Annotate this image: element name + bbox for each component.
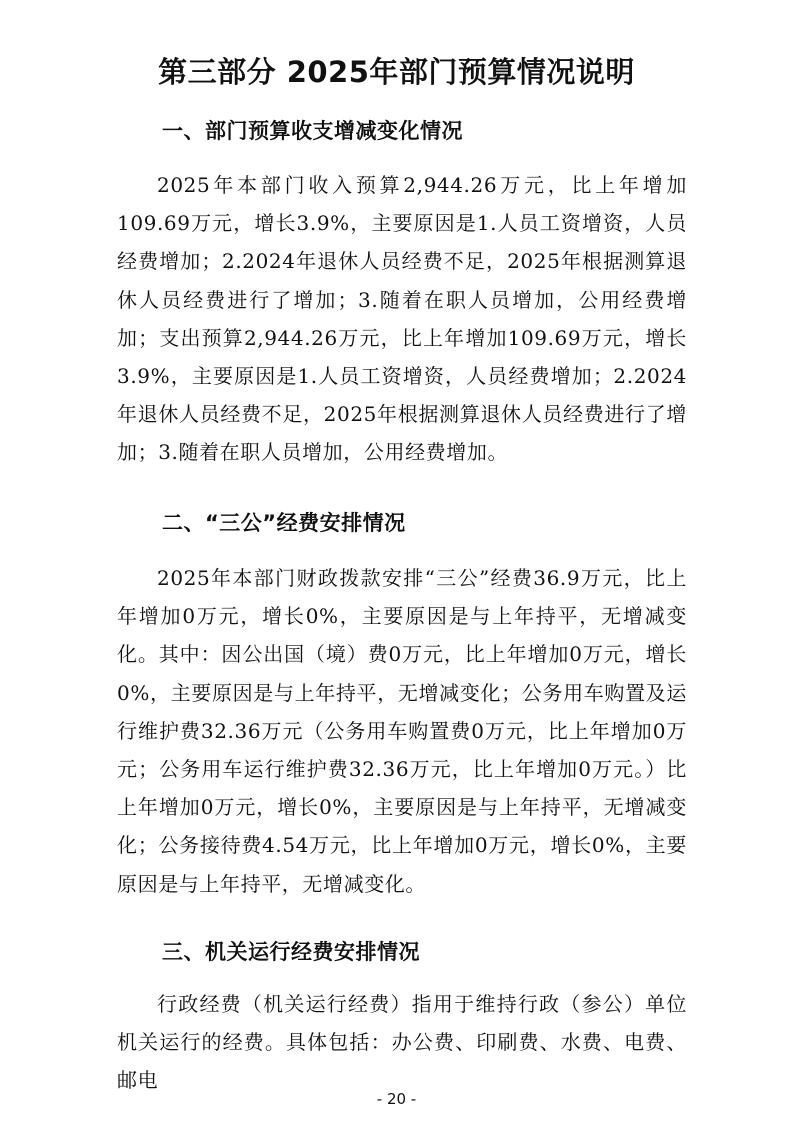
page-title: 第三部分 2025年部门预算情况说明 bbox=[158, 55, 635, 89]
section-paragraph-operating-expenses: 行政经费（机关运行经费）指用于维持行政（参公）单位机关运行的经费。具体包括：办公费、印刷费、水费、电费、邮电 bbox=[117, 992, 687, 1093]
section-heading-three-public-expenses: 二、“三公”经费安排情况 bbox=[162, 511, 406, 535]
section-heading-budget-changes: 一、部门预算收支增减变化情况 bbox=[162, 119, 463, 143]
section-heading-operating-expenses: 三、机关运行经费安排情况 bbox=[162, 940, 420, 964]
page-number: - 20 - bbox=[376, 1090, 417, 1108]
section-paragraph-three-public-expenses: 2025年本部门财政拨款安排“三公”经费36.9万元，比上年增加0万元，增长0%，主要原因是与上年持平，无增减变化。其中：因公出国（境）费0万元，比上年增加0万元，增长0%，主要原因是与上年持平，无增减变化；公务用车购置及运行维护费32.36万元（公务用车购置费0万元，比上年增加0万元；公务用车运行维护费32.36万元，比上年增加0万元。）比上年增加0万元，增长0%，主要原因是与上年持平，无增减变化；公务接待费4.54万元，比上年增加0万元，增长0%，主要原因是与上年持平，无增减变化。 bbox=[117, 566, 687, 896]
section-paragraph-budget-changes: 2025年本部门收入预算2,944.26万元，比上年增加109.69万元，增长3.9%，主要原因是1.人员工资增资，人员经费增加；2.2024年退休人员经费不足，2025年根据测算退休人员经费进行了增加；3.随着在职人员增加，公用经费增加；支出预算2,944.26万元，比上年增加109.69万元，增长3.9%，主要原因是1.人员工资增资，人员经费增加；2.2024年退休人员经费不足，2025年根据测算退休人员经费进行了增加；3.随着在职人员增加，公用经费增加。 bbox=[117, 173, 687, 465]
